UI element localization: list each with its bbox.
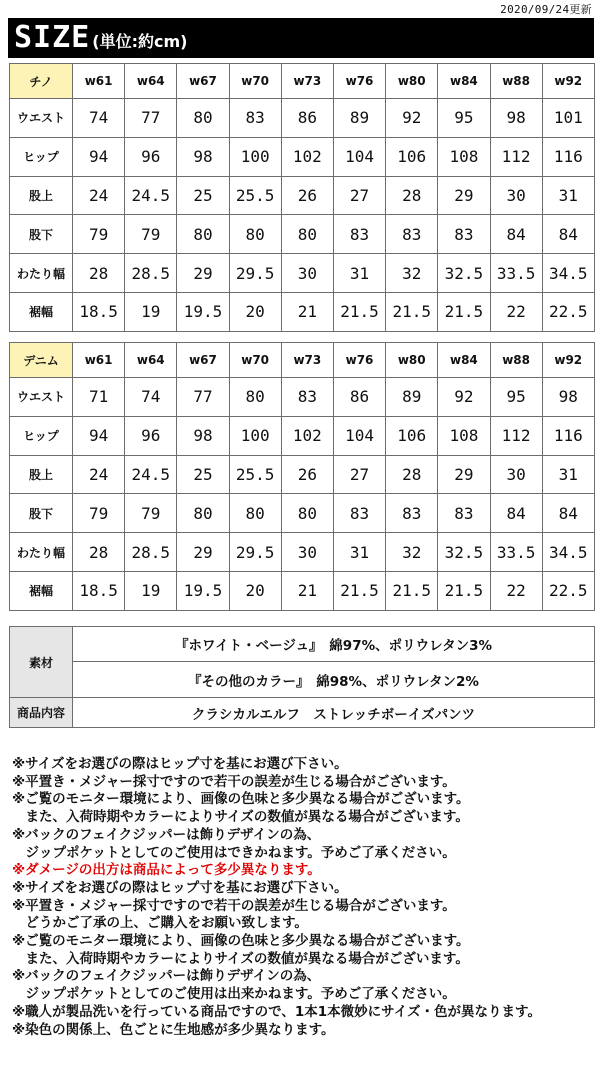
measurement-value: 24.5 (125, 176, 177, 215)
page-title: SIZE (14, 20, 91, 55)
size-column-header: w92 (542, 343, 594, 378)
material-label: 素材 (10, 627, 73, 698)
measurement-value: 95 (438, 99, 490, 138)
measurement-value: 25 (177, 455, 229, 494)
measurement-value: 26 (281, 455, 333, 494)
notes-list (12, 756, 598, 1039)
note-line: どうかご了承の上、ご購入をお願い致します。 (12, 915, 308, 932)
measurement-value: 30 (281, 533, 333, 572)
size-table-chino (9, 63, 595, 332)
measurement-value: 102 (281, 416, 333, 455)
size-column-header: w67 (177, 343, 229, 378)
material-table (9, 626, 595, 728)
measurement-value: 100 (229, 416, 281, 455)
table-row (10, 533, 595, 572)
measurement-value: 89 (333, 99, 385, 138)
measurement-value: 89 (386, 378, 438, 417)
measurement-value: 80 (229, 494, 281, 533)
note-line: また、入荷時期やカラーによりサイズの数値が異なる場合がございます。 (12, 950, 469, 967)
measurement-value: 102 (281, 137, 333, 176)
measurement-value: 106 (386, 137, 438, 176)
header-row (10, 343, 595, 378)
measurement-value: 94 (73, 416, 125, 455)
size-column-header: w88 (490, 343, 542, 378)
size-table-denim (9, 342, 595, 611)
measurement-value: 116 (542, 416, 594, 455)
note-line: また、入荷時期やカラーによりサイズの数値が異なる場合がございます。 (12, 809, 469, 826)
note-line: ※平置き・メジャー採寸ですので若干の誤差が生じる場合がございます。 (12, 773, 456, 790)
table-row (10, 571, 595, 610)
note-line: ※職人が製品洗いを行っている商品ですので、1本1本微妙にサイズ・色が異なります。 (12, 1003, 541, 1020)
measurement-value: 31 (333, 254, 385, 293)
note-line: ※平置き・メジャー採寸ですので若干の誤差が生じる場合がございます。 (12, 897, 456, 914)
measurement-value: 19.5 (177, 292, 229, 331)
measurement-value: 28 (386, 176, 438, 215)
measurement-value: 26 (281, 176, 333, 215)
measurement-value: 98 (490, 99, 542, 138)
measurement-value: 83 (333, 215, 385, 254)
measurement-label: ヒップ (10, 416, 73, 455)
measurement-value: 33.5 (490, 254, 542, 293)
measurement-value: 80 (177, 215, 229, 254)
measurement-value: 20 (229, 571, 281, 610)
measurement-label: 股下 (10, 494, 73, 533)
measurement-value: 94 (73, 137, 125, 176)
measurement-value: 29 (438, 455, 490, 494)
measurement-value: 24.5 (125, 455, 177, 494)
size-column-header: w80 (386, 343, 438, 378)
size-column-header: w84 (438, 64, 490, 99)
note-line: ジップポケットとしてのご使用は出来かねます。予めご了承ください。 (12, 986, 456, 1003)
measurement-value: 25.5 (229, 176, 281, 215)
measurement-label: ヒップ (10, 137, 73, 176)
size-column-header: w73 (281, 64, 333, 99)
size-column-header: w92 (542, 64, 594, 99)
measurement-value: 28 (73, 254, 125, 293)
size-column-header: w88 (490, 64, 542, 99)
measurement-label: 股上 (10, 455, 73, 494)
measurement-value: 84 (490, 494, 542, 533)
measurement-value: 108 (438, 416, 490, 455)
size-column-header: w64 (125, 64, 177, 99)
measurement-value: 98 (177, 416, 229, 455)
measurement-value: 18.5 (73, 571, 125, 610)
measurement-value: 29.5 (229, 254, 281, 293)
measurement-value: 21.5 (333, 292, 385, 331)
size-column-header: w84 (438, 343, 490, 378)
measurement-value: 86 (281, 99, 333, 138)
measurement-value: 19 (125, 292, 177, 331)
measurement-value: 22 (490, 571, 542, 610)
measurement-value: 29 (177, 533, 229, 572)
measurement-value: 74 (125, 378, 177, 417)
table-row (10, 455, 595, 494)
measurement-value: 29 (177, 254, 229, 293)
size-column-header: w64 (125, 343, 177, 378)
size-column-header: w67 (177, 64, 229, 99)
measurement-value: 21.5 (438, 292, 490, 331)
measurement-value: 83 (386, 215, 438, 254)
table-row (10, 378, 595, 417)
measurement-value: 74 (73, 99, 125, 138)
measurement-value: 21.5 (438, 571, 490, 610)
size-column-header: w76 (333, 343, 385, 378)
measurement-value: 83 (229, 99, 281, 138)
measurement-value: 80 (229, 215, 281, 254)
measurement-value: 84 (542, 494, 594, 533)
measurement-value: 84 (490, 215, 542, 254)
measurement-value: 96 (125, 137, 177, 176)
measurement-value: 80 (281, 494, 333, 533)
measurement-value: 112 (490, 416, 542, 455)
measurement-value: 28.5 (125, 533, 177, 572)
measurement-value: 112 (490, 137, 542, 176)
measurement-value: 106 (386, 416, 438, 455)
measurement-value: 18.5 (73, 292, 125, 331)
note-line: ※サイズをお選びの際はヒップ寸を基にお選び下さい。 (12, 756, 348, 772)
table-row (10, 99, 595, 138)
measurement-value: 77 (125, 99, 177, 138)
measurement-value: 22 (490, 292, 542, 331)
fabric-type-label: チノ (10, 64, 73, 99)
measurement-value: 22.5 (542, 292, 594, 331)
measurement-value: 30 (490, 455, 542, 494)
size-column-header: w70 (229, 64, 281, 99)
measurement-value: 29.5 (229, 533, 281, 572)
measurement-value: 32.5 (438, 254, 490, 293)
updated-date: 2020/09/24更新 (500, 3, 592, 16)
measurement-value: 33.5 (490, 533, 542, 572)
measurement-value: 25.5 (229, 455, 281, 494)
measurement-value: 32.5 (438, 533, 490, 572)
material-line: 『ホワイト・ベージュ』 綿97%、ポリウレタン3% (73, 627, 595, 662)
measurement-value: 98 (542, 378, 594, 417)
measurement-value: 79 (125, 494, 177, 533)
measurement-label: ウエスト (10, 99, 73, 138)
measurement-value: 83 (333, 494, 385, 533)
note-warning: ※ダメージの出方は商品によって多少異なります。 (12, 862, 321, 879)
measurement-value: 24 (73, 176, 125, 215)
title-bar (8, 18, 594, 58)
table-row (10, 494, 595, 533)
measurement-value: 30 (490, 176, 542, 215)
measurement-label: ウエスト (10, 378, 73, 417)
measurement-value: 83 (438, 494, 490, 533)
measurement-value: 84 (542, 215, 594, 254)
measurement-value: 21.5 (386, 571, 438, 610)
size-column-header: w76 (333, 64, 385, 99)
note-line: ※染色の関係上、色ごとに生地感が多少異なります。 (12, 1021, 335, 1038)
measurement-value: 79 (125, 215, 177, 254)
measurement-value: 25 (177, 176, 229, 215)
table-row (10, 215, 595, 254)
measurement-value: 27 (333, 176, 385, 215)
table-row (10, 137, 595, 176)
measurement-value: 95 (490, 378, 542, 417)
measurement-value: 80 (229, 378, 281, 417)
measurement-value: 77 (177, 378, 229, 417)
measurement-label: 裾幅 (10, 292, 73, 331)
measurement-value: 96 (125, 416, 177, 455)
measurement-value: 20 (229, 292, 281, 331)
measurement-value: 80 (177, 494, 229, 533)
measurement-value: 30 (281, 254, 333, 293)
measurement-value: 29 (438, 176, 490, 215)
table-row (10, 254, 595, 293)
measurement-label: 股下 (10, 215, 73, 254)
measurement-value: 100 (229, 137, 281, 176)
unit-label: (単位:約cm) (92, 32, 188, 51)
measurement-value: 31 (542, 455, 594, 494)
measurement-value: 83 (438, 215, 490, 254)
fabric-type-label: デニム (10, 343, 73, 378)
header-row (10, 64, 595, 99)
measurement-value: 21 (281, 571, 333, 610)
measurement-value: 32 (386, 533, 438, 572)
measurement-value: 92 (386, 99, 438, 138)
measurement-value: 79 (73, 494, 125, 533)
measurement-value: 28.5 (125, 254, 177, 293)
measurement-label: わたり幅 (10, 533, 73, 572)
product-name: クラシカルエルフ ストレッチボーイズパンツ (73, 698, 595, 728)
measurement-value: 92 (438, 378, 490, 417)
measurement-value: 21.5 (386, 292, 438, 331)
measurement-value: 104 (333, 137, 385, 176)
measurement-value: 79 (73, 215, 125, 254)
measurement-value: 28 (73, 533, 125, 572)
measurement-value: 21.5 (333, 571, 385, 610)
size-column-header: w61 (73, 64, 125, 99)
measurement-value: 24 (73, 455, 125, 494)
size-column-header: w80 (386, 64, 438, 99)
table-row (10, 176, 595, 215)
measurement-value: 108 (438, 137, 490, 176)
measurement-value: 116 (542, 137, 594, 176)
measurement-value: 31 (542, 176, 594, 215)
measurement-label: わたり幅 (10, 254, 73, 293)
note-line: ※バックのフェイクジッパーは飾りデザインの為、 (12, 826, 321, 843)
note-line: ジップポケットとしてのご使用はできかねます。予めご了承ください。 (12, 844, 456, 861)
note-line: ※サイズをお選びの際はヒップ寸を基にお選び下さい。 (12, 879, 348, 896)
measurement-value: 21 (281, 292, 333, 331)
measurement-value: 22.5 (542, 571, 594, 610)
measurement-label: 股上 (10, 176, 73, 215)
measurement-value: 80 (281, 215, 333, 254)
product-label: 商品内容 (10, 698, 73, 728)
measurement-value: 104 (333, 416, 385, 455)
measurement-value: 83 (386, 494, 438, 533)
note-line: ※ご覧のモニター環境により、画像の色味と多少異なる場合がございます。 (12, 933, 470, 950)
note-line: ※ご覧のモニター環境により、画像の色味と多少異なる場合がございます。 (12, 791, 470, 808)
measurement-value: 101 (542, 99, 594, 138)
table-row (10, 292, 595, 331)
measurement-value: 71 (73, 378, 125, 417)
measurement-value: 28 (386, 455, 438, 494)
measurement-value: 80 (177, 99, 229, 138)
measurement-value: 86 (333, 378, 385, 417)
size-column-header: w61 (73, 343, 125, 378)
measurement-value: 19.5 (177, 571, 229, 610)
measurement-value: 31 (333, 533, 385, 572)
measurement-value: 83 (281, 378, 333, 417)
table-row (10, 416, 595, 455)
measurement-value: 32 (386, 254, 438, 293)
measurement-value: 27 (333, 455, 385, 494)
measurement-value: 34.5 (542, 533, 594, 572)
size-column-header: w70 (229, 343, 281, 378)
material-line: 『その他のカラー』 綿98%、ポリウレタン2% (73, 662, 595, 698)
measurement-label: 裾幅 (10, 571, 73, 610)
measurement-value: 98 (177, 137, 229, 176)
size-column-header: w73 (281, 343, 333, 378)
measurement-value: 19 (125, 571, 177, 610)
note-line: ※バックのフェイクジッパーは飾りデザインの為、 (12, 968, 321, 985)
measurement-value: 34.5 (542, 254, 594, 293)
